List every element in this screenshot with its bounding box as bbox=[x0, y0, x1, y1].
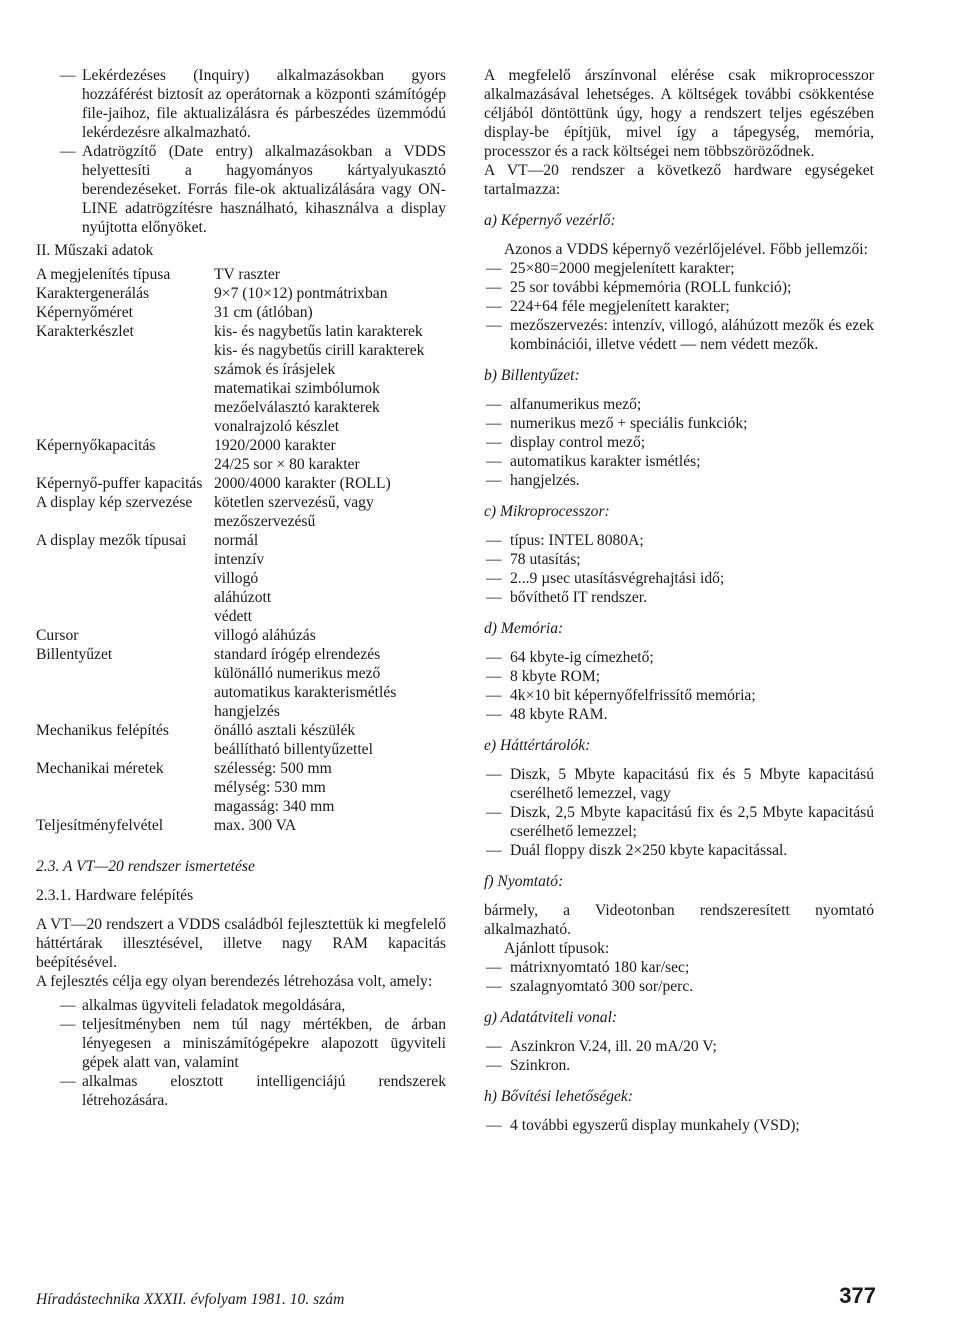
list-item: — 25 sor további képmemória (ROLL funkció); bbox=[484, 278, 874, 297]
paragraph: bármely, a Videotonban rendszeresített nyomtató alkalmazható. bbox=[484, 902, 874, 938]
spec-label: Teljesítményfelvétel bbox=[36, 817, 164, 834]
spec-value bbox=[214, 303, 446, 322]
spec-label: Billentyűzet bbox=[36, 646, 113, 663]
spec-label: Cursor bbox=[36, 627, 79, 644]
spec-label: Mechanikai méretek bbox=[36, 760, 164, 777]
list-item: — numerikus mező + speciális funkciók; bbox=[484, 414, 874, 433]
list-item: — Adatrögzítő (Date entry) alkalmazásokban a VDDS helyettesíti a hagyományos kártyalyukasztó berendezéseket. Forrás file-ok aktualizálására vagy ON-LINE adatrögzítésre használható, kihasználva a display nyújtotta előnyöket. bbox=[36, 142, 446, 237]
left-column bbox=[36, 66, 446, 1110]
spec-row bbox=[36, 474, 446, 493]
spec-row bbox=[36, 493, 446, 531]
spec-value bbox=[214, 493, 446, 531]
spec-value-line: különálló numerikus mező bbox=[214, 665, 381, 682]
paragraph: A VT—20 rendszer a következő hardware egységeket tartalmazza: bbox=[484, 162, 874, 198]
spec-value-line: villogó bbox=[214, 570, 259, 587]
list-item: — 48 kbyte RAM. bbox=[484, 705, 874, 724]
spec-value-line: mélység: 530 mm bbox=[214, 779, 326, 796]
list-item: — 4k×10 bit képernyőfelfrissítő memória; bbox=[484, 686, 874, 705]
list-item: — mezőszervezés: intenzív, villogó, aláhúzott mezők és ezek kombinációi, illetve védett — nem védett mezők. bbox=[484, 316, 874, 354]
spec-value-line: kötetlen szervezésű, vagy mezőszervezésű bbox=[214, 494, 374, 530]
spec-row bbox=[36, 816, 446, 835]
section-heading-2-3-1: 2.3.1. Hardware felépítés bbox=[36, 887, 194, 904]
spec-value bbox=[214, 759, 446, 816]
intro-list bbox=[36, 66, 446, 237]
spec-value-line: max. 300 VA bbox=[214, 817, 297, 834]
list-item: — alkalmas ügyviteli feladatok megoldására, bbox=[36, 996, 446, 1015]
spec-label: Mechanikus felépítés bbox=[36, 722, 169, 739]
spec-value bbox=[214, 645, 446, 721]
spec-value bbox=[214, 322, 446, 436]
spec-row bbox=[36, 322, 446, 436]
list-item: — Aszinkron V.24, ill. 20 mA/20 V; bbox=[484, 1037, 874, 1056]
spec-value-line: 2000/4000 karakter (ROLL) bbox=[214, 475, 391, 492]
paragraph: A fejlesztés célja egy olyan berendezés létrehozása volt, amely: bbox=[36, 973, 433, 990]
spec-value-line: villogó aláhúzás bbox=[214, 627, 316, 644]
hardware-sections bbox=[484, 211, 874, 1135]
spec-label: Karaktergenerálás bbox=[36, 285, 150, 302]
list-item: — Diszk, 2,5 Mbyte kapacitású fix és 2,5 Mbyte kapacitású cserélhető lemezzel; bbox=[484, 803, 874, 841]
spec-label: Képernyőméret bbox=[36, 304, 133, 321]
section-title: h) Bővítési lehetőségek: bbox=[484, 1088, 633, 1105]
list-item: — szalagnyomtató 300 sor/perc. bbox=[484, 977, 874, 996]
list-item: — 2...9 µsec utasításvégrehajtási idő; bbox=[484, 569, 874, 588]
spec-row bbox=[36, 436, 446, 474]
list-item: — 4 további egyszerű display munkahely (VSD); bbox=[484, 1116, 874, 1135]
journal-title: Híradástechnika XXXII. évfolyam 1981. 10. szám bbox=[36, 1291, 345, 1308]
list-item: — Lekérdezéses (Inquiry) alkalmazásokban gyors hozzáférést biztosít az operátornak a központi számítógép file-jaihoz, file aktualizálásra és párbeszédes üzemmódú lekérdezésre alkalmazható. bbox=[36, 66, 446, 142]
spec-label: A display mezők típusai bbox=[36, 532, 187, 549]
spec-label: Képernyő-puffer kapacitás bbox=[36, 475, 203, 492]
list-item: — Diszk, 5 Mbyte kapacitású fix és 5 Mbyte kapacitású cserélhető lemezzel, vagy bbox=[484, 765, 874, 803]
spec-label: Karakterkészlet bbox=[36, 323, 134, 340]
spec-row bbox=[36, 531, 446, 626]
spec-row bbox=[36, 645, 446, 721]
spec-label: A display kép szervezése bbox=[36, 494, 193, 511]
spec-label: A megjelenítés típusa bbox=[36, 266, 171, 283]
spec-value-line: normál bbox=[214, 532, 259, 549]
list-item: — 25×80=2000 megjelenített karakter; bbox=[484, 259, 874, 278]
spec-value bbox=[214, 816, 446, 835]
page-footer bbox=[36, 1283, 876, 1316]
list-item: — 64 kbyte-ig címezhető; bbox=[484, 648, 874, 667]
section-title: a) Képernyő vezérlő: bbox=[484, 212, 616, 229]
spec-value-line: magasság: 340 mm bbox=[214, 798, 335, 815]
list-item: — 78 utasítás; bbox=[484, 550, 874, 569]
spec-value-line: TV raszter bbox=[214, 266, 280, 283]
list-item: — teljesítményben nem túl nagy mértékben, de árban lényegesen a miniszámítógépekre alapozott ügyviteli gépek alatt van, valamint bbox=[36, 1015, 446, 1072]
spec-value-line: 31 cm (átlóban) bbox=[214, 304, 313, 321]
list-item: — bővíthető IT rendszer. bbox=[484, 588, 874, 607]
section-title: c) Mikroprocesszor: bbox=[484, 503, 610, 520]
spec-row bbox=[36, 759, 446, 816]
spec-value bbox=[214, 436, 446, 474]
list-item: — Duál floppy diszk 2×250 kbyte kapacitással. bbox=[484, 841, 874, 860]
spec-label: Képernyőkapacitás bbox=[36, 437, 156, 454]
section-title: f) Nyomtató: bbox=[484, 873, 564, 890]
section-title: e) Háttértárolók: bbox=[484, 737, 591, 754]
spec-value-line: számok és írásjelek bbox=[214, 361, 336, 378]
spec-value-line: vonalrajzoló készlet bbox=[214, 418, 340, 435]
spec-value bbox=[214, 531, 446, 626]
spec-row bbox=[36, 284, 446, 303]
section-title: b) Billentyűzet: bbox=[484, 367, 580, 384]
spec-value-line: 1920/2000 karakter bbox=[214, 437, 336, 454]
spec-value-line: matematikai szimbólumok bbox=[214, 380, 380, 397]
page-number: 377 bbox=[839, 1283, 876, 1308]
list-item: — hangjelzés. bbox=[484, 471, 874, 490]
list-item: — Szinkron. bbox=[484, 1056, 874, 1075]
list-item: — alfanumerikus mező; bbox=[484, 395, 874, 414]
list-item: — típus: INTEL 8080A; bbox=[484, 531, 874, 550]
paragraph: A VT—20 rendszert a VDDS családból fejlesztettük ki megfelelő háttértárak illesztésével, illetve nagy RAM kapacitás beépítésével. bbox=[36, 916, 446, 971]
spec-value-line: kis- és nagybetűs latin karakterek bbox=[214, 323, 423, 340]
spec-value bbox=[214, 474, 446, 493]
list-item: — 224+64 féle megjelenített karakter; bbox=[484, 297, 874, 316]
right-column bbox=[484, 66, 874, 1135]
list-item: — mátrixnyomtató 180 kar/sec; bbox=[484, 958, 874, 977]
list-item: — display control mező; bbox=[484, 433, 874, 452]
paragraph: Azonos a VDDS képernyő vezérlőjelével. Főbb jellemzői: bbox=[504, 241, 868, 258]
section-heading-2-3: 2.3. A VT—20 rendszer ismertetése bbox=[36, 858, 255, 875]
spec-value bbox=[214, 721, 446, 759]
spec-row bbox=[36, 265, 446, 284]
spec-value-line: 24/25 sor × 80 karakter bbox=[214, 456, 360, 473]
spec-value-line: védett bbox=[214, 608, 253, 625]
spec-row bbox=[36, 721, 446, 759]
section-title: g) Adatátviteli vonal: bbox=[484, 1009, 618, 1026]
spec-value-line: beállítható billentyűzettel bbox=[214, 741, 373, 758]
spec-value-line: mezőelválasztó karakterek bbox=[214, 399, 380, 416]
list-item: — alkalmas elosztott intelligenciájú rendszerek létrehozására. bbox=[36, 1072, 446, 1110]
paragraph: A megfelelő árszínvonal elérése csak mikroprocesszor alkalmazásával lehetséges. A költségek további csökkentése céljából döntöttünk úgy, hogy a rendszert teljes egészében display-be építjük, mivel így a tápegység, memória, processzor és a rack költségei nem többszöröződnek. bbox=[484, 67, 874, 160]
spec-value-line: hangjelzés bbox=[214, 703, 280, 720]
spec-value-line: standard írógép elrendezés bbox=[214, 646, 381, 663]
section-title: d) Memória: bbox=[484, 620, 564, 637]
spec-value-line: intenzív bbox=[214, 551, 265, 568]
spec-row bbox=[36, 303, 446, 322]
section-heading-tech: II. Műszaki adatok bbox=[36, 242, 154, 259]
spec-value-line: automatikus karakterismétlés bbox=[214, 684, 397, 701]
spec-value bbox=[214, 284, 446, 303]
spec-table bbox=[36, 265, 446, 835]
spec-value bbox=[214, 265, 446, 284]
spec-row bbox=[36, 626, 446, 645]
list-item: — automatikus karakter ismétlés; bbox=[484, 452, 874, 471]
goal-list bbox=[36, 996, 446, 1110]
paragraph: Ajánlott típusok: bbox=[504, 940, 610, 957]
spec-value-line: aláhúzott bbox=[214, 589, 272, 606]
spec-value-line: önálló asztali készülék bbox=[214, 722, 356, 739]
spec-value-line: kis- és nagybetűs cirill karakterek bbox=[214, 342, 425, 359]
spec-value-line: szélesség: 500 mm bbox=[214, 760, 332, 777]
list-item: — 8 kbyte ROM; bbox=[484, 667, 874, 686]
spec-value-line: 9×7 (10×12) pontmátrixban bbox=[214, 285, 388, 302]
spec-value bbox=[214, 626, 446, 645]
